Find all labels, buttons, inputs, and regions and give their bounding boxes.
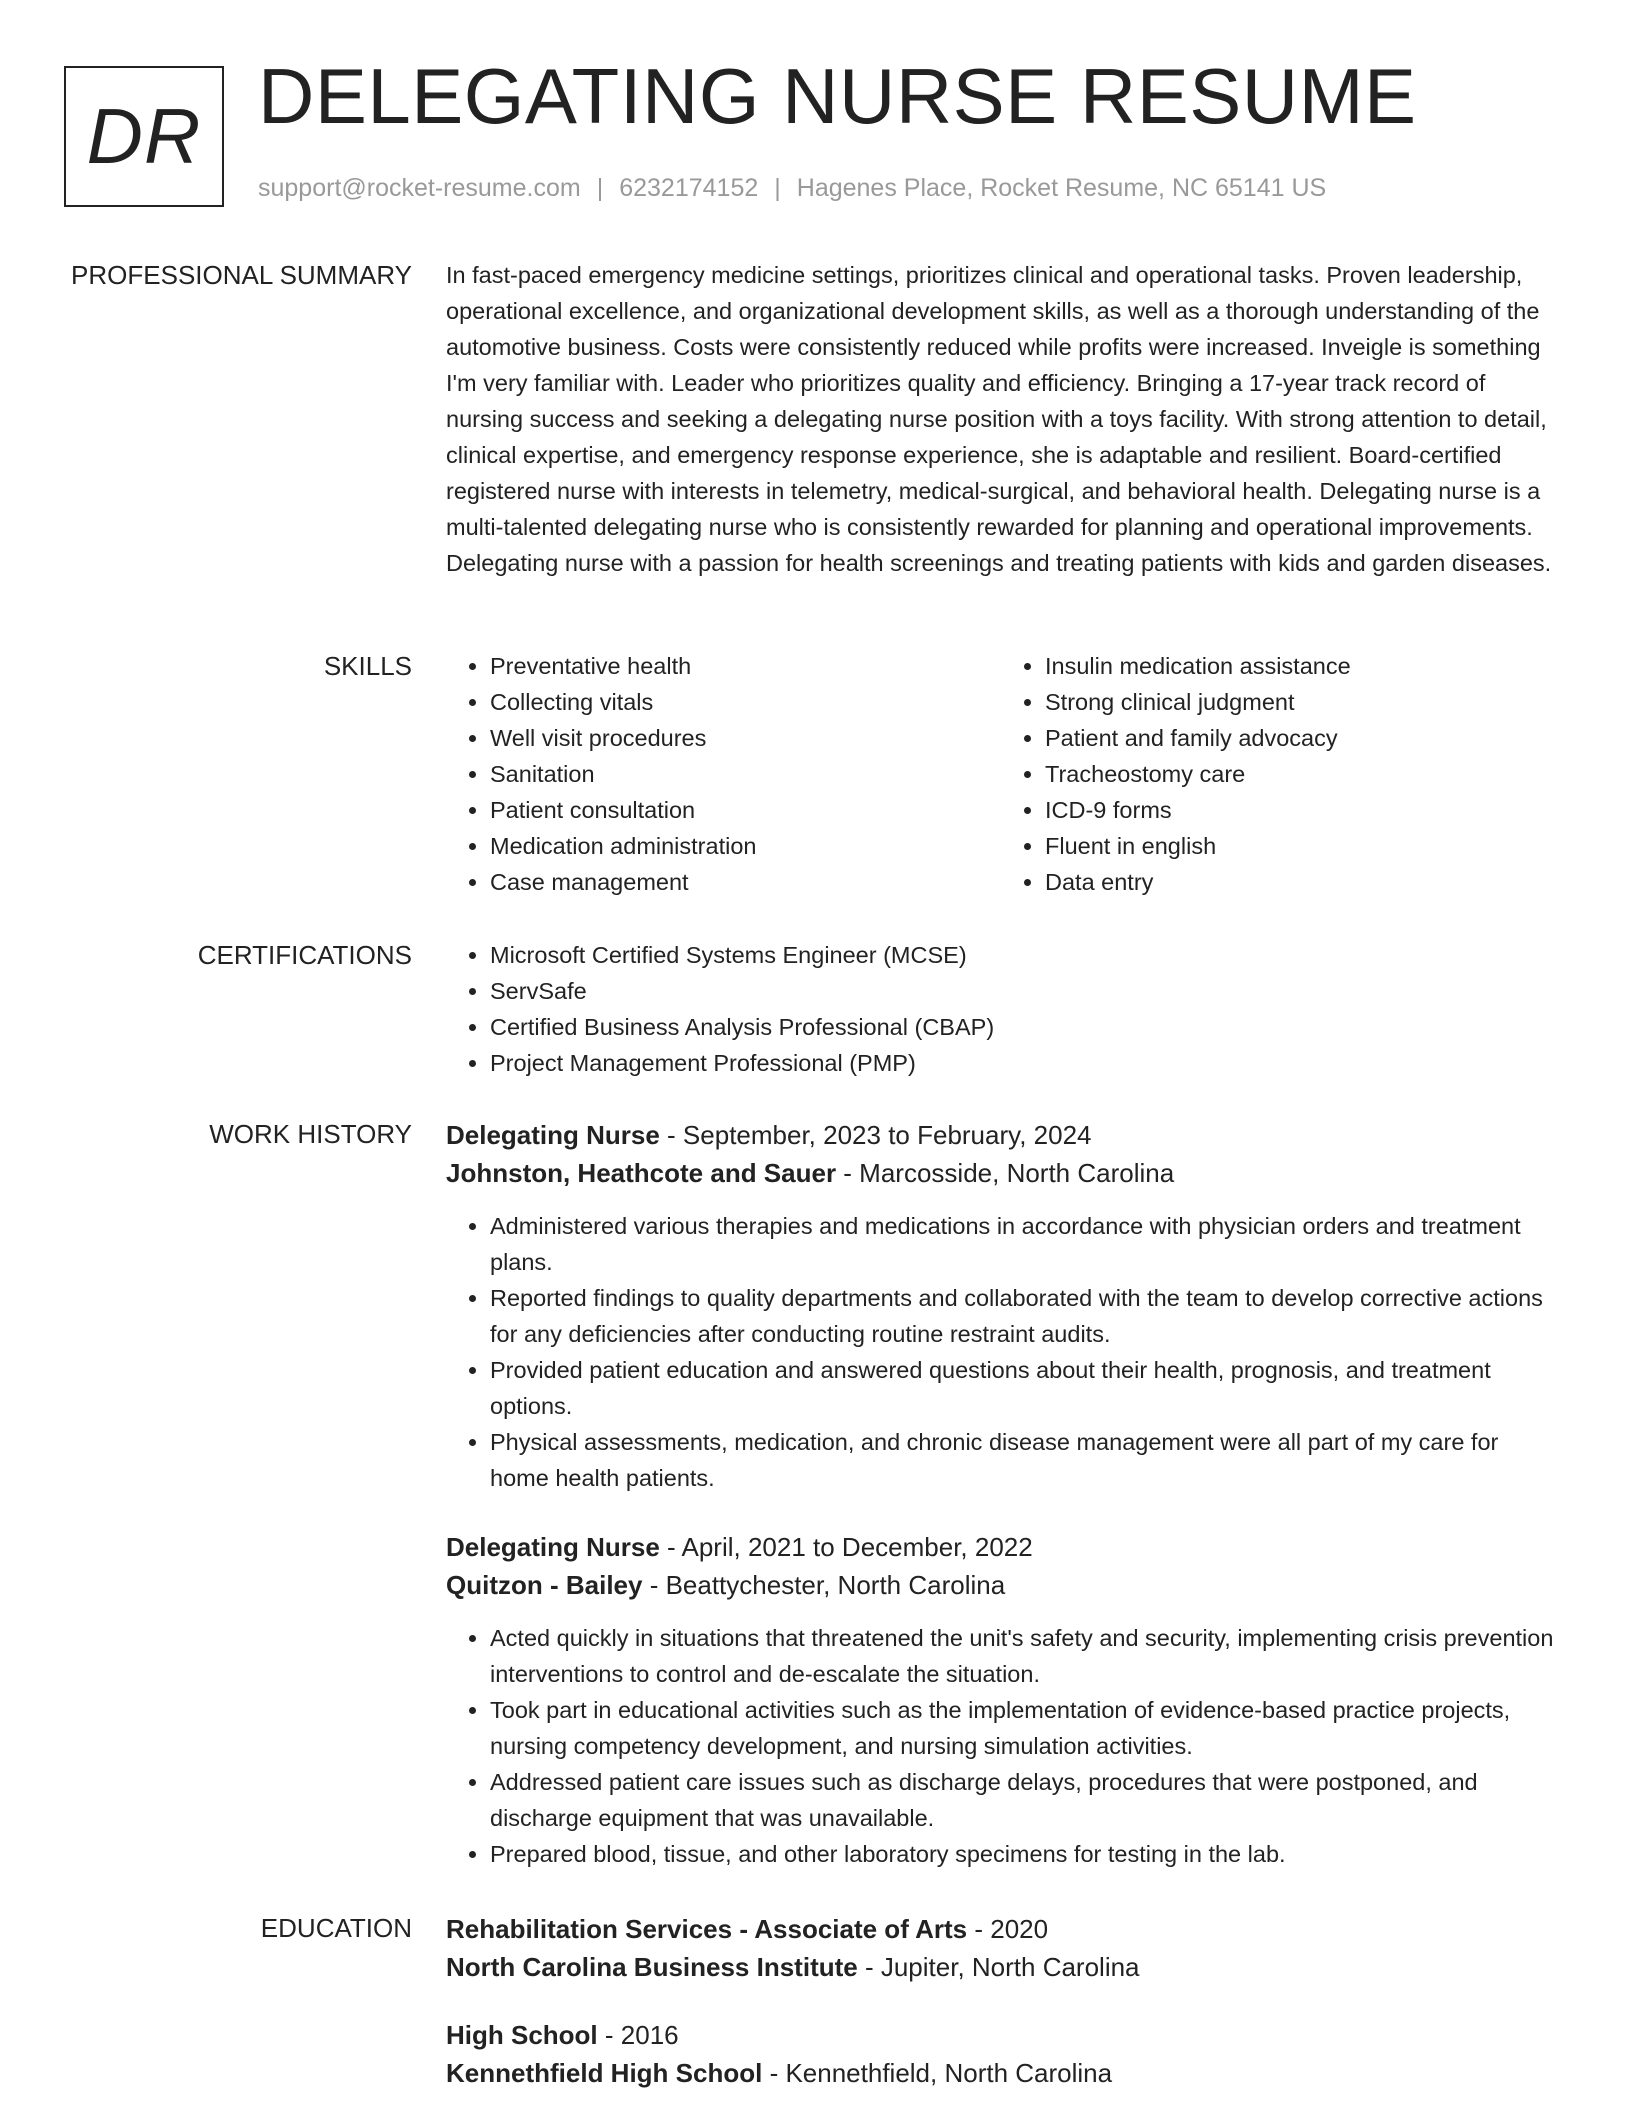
list-item: • Reported findings to quality departments and collaborated with the team to develop corrective actions for any deficiencies after conducting routine restraint audits.	[490, 1280, 1556, 1352]
list-item: • Acted quickly in situations that threatened the unit's safety and security, implementing crisis prevention interventions to control and de-escalate the situation.	[490, 1620, 1556, 1692]
job-header	[446, 1528, 1556, 1566]
list-item: • Provided patient education and answered questions about their health, prognosis, and treatment options.	[490, 1352, 1556, 1424]
job-bullets	[446, 1208, 1556, 1496]
job-dates: - September, 2023 to February, 2024	[659, 1120, 1092, 1150]
work-body	[446, 1528, 1556, 1872]
certifications-list	[446, 937, 1556, 1081]
job-company: Johnston, Heathcote and Sauer	[446, 1158, 837, 1188]
resume-title: DELEGATING NURSE RESUME	[258, 52, 1417, 140]
list-item: • Patient and family advocacy	[1045, 720, 1556, 756]
list-item: • Administered various therapies and medications in accordance with physician orders and treatment plans.	[490, 1208, 1556, 1280]
job-bullets	[446, 1620, 1556, 1872]
job-title: Delegating Nurse	[446, 1532, 660, 1562]
education-location: - Kennethfield, North Carolina	[762, 2058, 1113, 2088]
list-item: • Physical assessments, medication, and chronic disease management were all part of my care for home health patients.	[490, 1424, 1556, 1496]
contact-separator: |	[596, 174, 604, 202]
contact-line	[258, 174, 1326, 203]
list-item: • Addressed patient care issues such as discharge delays, procedures that were postponed, and discharge equipment that was unavailable.	[490, 1764, 1556, 1836]
certifications-body	[446, 937, 1556, 1081]
summary-body	[446, 257, 1556, 581]
education-year: - 2016	[597, 2020, 679, 2050]
education-school: Kennethfield High School	[446, 2058, 763, 2088]
job-entry	[446, 1528, 1556, 1872]
skills-list-right	[1001, 648, 1556, 900]
list-item: • Collecting vitals	[490, 684, 1001, 720]
job-company: Quitzon - Bailey	[446, 1570, 643, 1600]
list-item: • ServSafe	[490, 973, 1556, 1009]
job-title: Delegating Nurse	[446, 1120, 660, 1150]
work-heading: WORK HISTORY	[209, 1119, 412, 1149]
job-header	[446, 1116, 1556, 1154]
contact-address: Hagenes Place, Rocket Resume, NC 65141 US	[796, 174, 1327, 202]
summary-text: In fast-paced emergency medicine settings, prioritizes clinical and operational tasks. Proven leadership, operational excellence, and organizational development skills, as well as a thorough understanding of the automotive business. Costs were consistently reduced while profits were increased. Inveigle is something I'm very familiar with. Leader who prioritizes quality and efficiency. Bringing a 17-year track record of nursing success and seeking a delegating nurse position with a toys facility. With strong attention to detail, clinical expertise, and emergency response experience, she is adaptable and resilient. Board-certified registered nurse with interests in telemetry, medical-surgical, and behavioral health. Delegating nurse is a multi-talented delegating nurse who is consistently rewarded for planning and operational improvements. Delegating nurse with a passion for health screenings and treating patients with kids and garden diseases.	[446, 262, 1552, 576]
job-location: - Marcosside, North Carolina	[836, 1158, 1175, 1188]
monogram-box	[64, 66, 224, 207]
education-location: - Jupiter, North Carolina	[857, 1952, 1140, 1982]
education-school: North Carolina Business Institute	[446, 1952, 858, 1982]
list-item: • Preventative health	[490, 648, 1001, 684]
education-body	[446, 1910, 1556, 2092]
list-item: • Case management	[490, 864, 1001, 900]
education-degree: Rehabilitation Services - Associate of Arts	[446, 1914, 968, 1944]
list-item: • Certified Business Analysis Professional (CBAP)	[490, 1009, 1556, 1045]
list-item: • Took part in educational activities such as the implementation of evidence-based practice projects, nursing competency development, and nursing simulation activities.	[490, 1692, 1556, 1764]
job-entry	[446, 1116, 1556, 1496]
contact-separator: |	[774, 174, 781, 202]
list-item: • Prepared blood, tissue, and other laboratory specimens for testing in the lab.	[490, 1836, 1556, 1872]
skills-heading: SKILLS	[323, 651, 412, 681]
skills-body	[446, 648, 1556, 900]
education-school-line	[446, 1948, 1556, 1986]
list-item: • Strong clinical judgment	[1045, 684, 1556, 720]
education-degree-line	[446, 2016, 1556, 2054]
job-location: - Beattychester, North Carolina	[642, 1570, 1006, 1600]
job-employer	[446, 1566, 1556, 1604]
education-heading: EDUCATION	[260, 1913, 412, 1943]
skills-list-left	[446, 648, 1001, 900]
list-item: • Project Management Professional (PMP)	[490, 1045, 1556, 1081]
list-item: • Insulin medication assistance	[1045, 648, 1556, 684]
job-employer	[446, 1154, 1556, 1192]
education-year: - 2020	[967, 1914, 1049, 1944]
summary-heading: PROFESSIONAL SUMMARY	[71, 260, 412, 290]
education-degree-line	[446, 1910, 1556, 1948]
monogram-initials: DR	[86, 92, 202, 180]
education-school-line	[446, 2054, 1556, 2092]
list-item: • Patient consultation	[490, 792, 1001, 828]
list-item: • ICD-9 forms	[1045, 792, 1556, 828]
education-entry	[446, 2016, 1556, 2092]
list-item: • Well visit procedures	[490, 720, 1001, 756]
list-item: • Medication administration	[490, 828, 1001, 864]
work-body	[446, 1116, 1556, 1496]
contact-phone[interactable]: 6232174152	[619, 174, 759, 202]
list-item: • Sanitation	[490, 756, 1001, 792]
contact-email[interactable]: support@rocket-resume.com	[258, 174, 581, 202]
certifications-heading: CERTIFICATIONS	[197, 940, 412, 970]
education-degree: High School	[446, 2020, 598, 2050]
list-item: • Tracheostomy care	[1045, 756, 1556, 792]
job-dates: - April, 2021 to December, 2022	[659, 1532, 1033, 1562]
education-entry	[446, 1910, 1556, 1986]
list-item: • Microsoft Certified Systems Engineer (MCSE)	[490, 937, 1556, 973]
list-item: • Data entry	[1045, 864, 1556, 900]
list-item: • Fluent in english	[1045, 828, 1556, 864]
